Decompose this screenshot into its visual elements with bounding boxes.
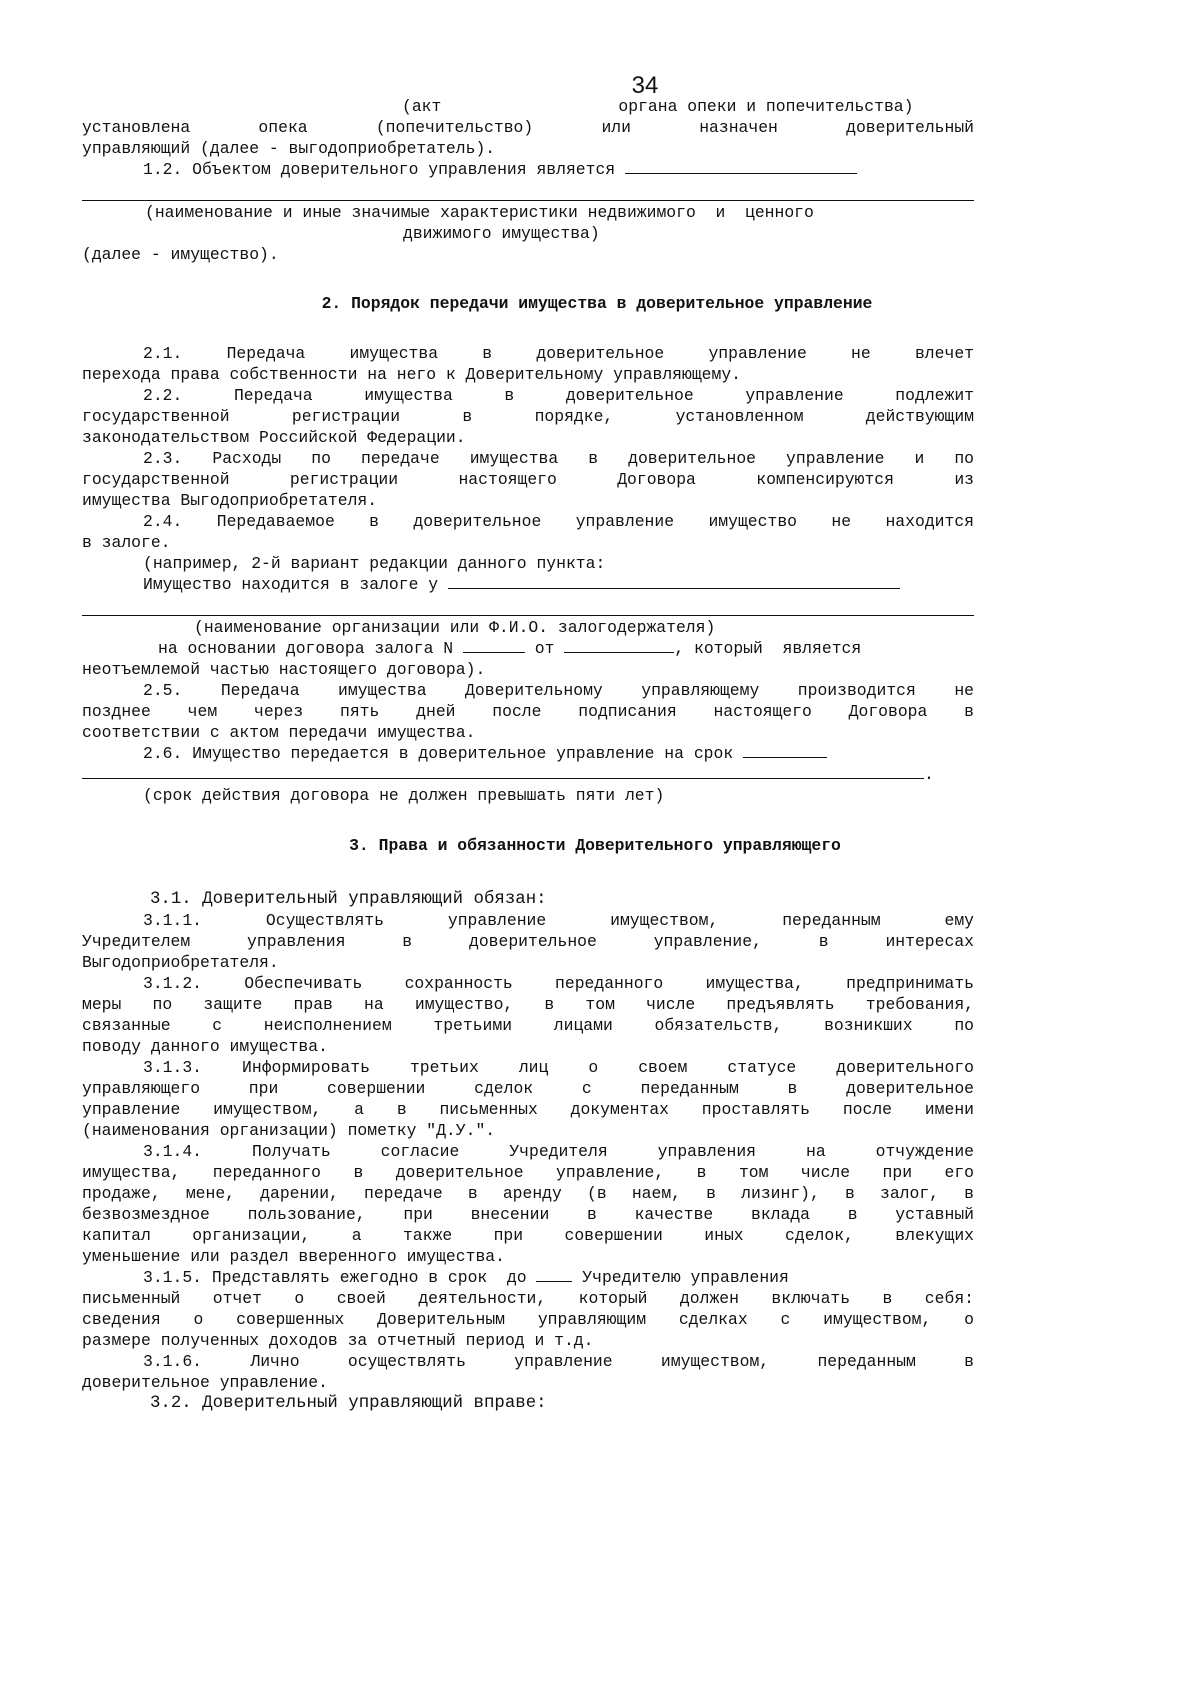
text-line: (наименования организации) пометку "Д.У.". xyxy=(82,1121,496,1140)
section-heading: 2. Порядок передачи имущества в доверительное управление xyxy=(321,294,873,313)
text-line: имущества Выгодоприобретателя. xyxy=(82,491,378,510)
text-line: управление имуществом, а в письменных документах проставлять после имени xyxy=(82,1100,974,1119)
text-line: 3.1.1. Осуществлять управление имуществом, переданным ему xyxy=(143,911,974,930)
text-line: Выгодоприобретателя. xyxy=(82,953,279,972)
text-line: государственной регистрации настоящего Договора компенсируются из xyxy=(82,470,974,489)
text-line: установлена опека (попечительство) или назначен доверительный xyxy=(82,118,974,137)
text-line: сведения о совершенных Доверительным управляющим сделках с имуществом, о xyxy=(82,1310,974,1329)
text-line: (наименование и иные значимые характеристики недвижимого и ценного xyxy=(145,203,814,222)
blank-field xyxy=(536,1266,572,1282)
blank-field xyxy=(743,742,827,758)
clause-text: . xyxy=(924,765,934,784)
blank-field xyxy=(564,637,674,653)
text-line: (срок действия договора не должен превышать пяти лет) xyxy=(143,786,665,805)
text-line: 2.1. Передача имущества в доверительное управление не влечет xyxy=(143,344,974,363)
text-line: 2.5. Передача имущества Доверительному управляющему производится не xyxy=(143,681,974,700)
text-line xyxy=(143,1266,974,1289)
section-heading: 3. Права и обязанности Доверительного управляющего xyxy=(349,836,841,855)
text-line xyxy=(143,742,974,765)
clause-text: Учредителю управления xyxy=(582,1268,789,1287)
text-line: управляющего при совершении сделок с переданным в доверительное xyxy=(82,1079,974,1098)
text-line: уменьшение или раздел вверенного имущества. xyxy=(82,1247,505,1266)
text-line: (наименование организации или Ф.И.О. залогодержателя) xyxy=(194,618,716,637)
text-line: продаже, мене, дарении, передаче в аренду (в наем, в лизинг), в залог, в xyxy=(82,1184,974,1203)
text-line: размере полученных доходов за отчетный период и т.д. xyxy=(82,1331,594,1350)
text-line: 3.1.2. Обеспечивать сохранность переданного имущества, предпринимать xyxy=(143,974,974,993)
text-line: связанные с неисполнением третьими лицами обязательств, возникших по xyxy=(82,1016,974,1035)
text-line: позднее чем через пять дней после подписания настоящего Договора в xyxy=(82,702,974,721)
text-line: 3.1.3. Информировать третьих лиц о своем статусе доверительного xyxy=(143,1058,974,1077)
text-line xyxy=(158,637,974,660)
clause-text: 1.2. Объектом доверительного управления является xyxy=(143,160,616,179)
clause-text: , который является xyxy=(674,639,862,658)
text-line: (акт органа опеки и попечительства) xyxy=(402,97,914,116)
clause-text: 2.6. Имущество передается в доверительное управление на срок xyxy=(143,744,734,763)
text-line xyxy=(82,763,974,786)
text-line: управляющий (далее - выгодоприобретатель). xyxy=(82,139,496,158)
text-line: письменный отчет о своей деятельности, который должен включать в себя: xyxy=(82,1289,974,1308)
blank-field xyxy=(463,637,525,653)
text-line xyxy=(143,158,974,181)
text-line: (далее - имущество). xyxy=(82,245,279,264)
text-line: поводу данного имущества. xyxy=(82,1037,328,1056)
text-line: движимого имущества) xyxy=(403,224,600,243)
text-line: (например, 2-й вариант редакции данного пункта: xyxy=(143,554,606,573)
text-line: 2.4. Передаваемое в доверительное управление имущество не находится xyxy=(143,512,974,531)
text-line: 3.1. Доверительный управляющий обязан: xyxy=(150,890,547,909)
text-line: безвозмездное пользование, при внесении в качестве вклада в уставный xyxy=(82,1205,974,1224)
text-line: меры по защите прав на имущество, в том числе предъявлять требования, xyxy=(82,995,974,1014)
page-number: 34 xyxy=(631,72,659,99)
text-line: 3.2. Доверительный управляющий вправе: xyxy=(150,1394,547,1413)
text-line: государственной регистрации в порядке, установленном действующим xyxy=(82,407,974,426)
blank-field xyxy=(82,763,924,779)
text-line xyxy=(143,573,974,596)
text-line: 2.2. Передача имущества в доверительное управление подлежит xyxy=(143,386,974,405)
text-line: соответствии с актом передачи имущества. xyxy=(82,723,476,742)
text-line: в залоге. xyxy=(82,533,171,552)
clause-text: на основании договора залога N xyxy=(158,639,454,658)
clause-text: от xyxy=(534,639,555,658)
text-line: 2.3. Расходы по передаче имущества в доверительное управление и по xyxy=(143,449,974,468)
text-line: неотъемлемой частью настоящего договора). xyxy=(82,660,486,679)
text-line: капитал организации, а также при совершении иных сделок, влекущих xyxy=(82,1226,974,1245)
text-line: Учредителем управления в доверительное управление, в интересах xyxy=(82,932,974,951)
text-line: 3.1.6. Лично осуществлять управление имуществом, переданным в xyxy=(143,1352,974,1371)
text-line: 3.1.4. Получать согласие Учредителя управления на отчуждение xyxy=(143,1142,974,1161)
clause-text: 3.1.5. Представлять ежегодно в срок до xyxy=(143,1268,527,1287)
text-line: доверительное управление. xyxy=(82,1373,328,1392)
blank-field xyxy=(625,158,857,174)
text-line: имущества, переданного в доверительное управление, в том числе при его xyxy=(82,1163,974,1182)
text-line: законодательством Российской Федерации. xyxy=(82,428,466,447)
text-line: перехода права собственности на него к Доверительному управляющему. xyxy=(82,365,742,384)
blank-field xyxy=(448,573,900,589)
clause-text: Имущество находится в залоге у xyxy=(143,575,439,594)
